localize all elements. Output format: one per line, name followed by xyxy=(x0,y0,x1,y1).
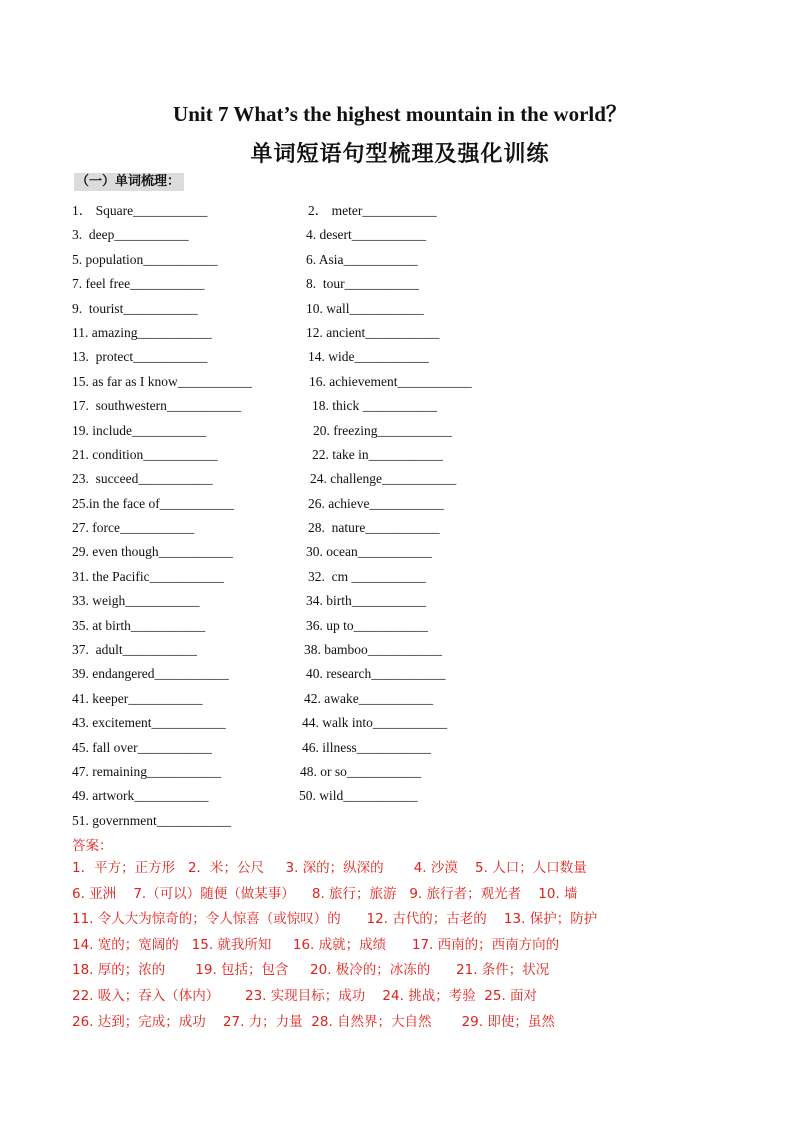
vocab-item: 7. feel free___________ xyxy=(72,276,205,292)
vocab-row xyxy=(0,638,800,662)
vocab-item: 11. amazing___________ xyxy=(72,324,212,340)
vocab-item: 24. challenge___________ xyxy=(310,471,457,487)
answer-line: 22. 吸入；吞入（体内） 23. 实现目标；成功 24. 挑战；考验 25. 面对 xyxy=(72,987,538,1004)
vocab-item: 21. condition___________ xyxy=(72,446,218,462)
vocab-item: 49. artwork___________ xyxy=(72,788,209,804)
vocab-item: 26. achieve___________ xyxy=(308,495,444,511)
vocab-row xyxy=(0,345,800,369)
answers-label: 答案： xyxy=(72,838,113,854)
vocab-item: 41. keeper___________ xyxy=(72,690,203,706)
vocab-item: 43. excitement___________ xyxy=(72,715,226,731)
vocab-row xyxy=(0,736,800,760)
vocab-row xyxy=(0,223,800,247)
vocab-item: 50. wild___________ xyxy=(299,788,418,804)
vocab-item: 19. include___________ xyxy=(72,422,207,438)
vocab-item: 34. birth___________ xyxy=(306,593,426,609)
vocab-row xyxy=(0,272,800,296)
vocab-row xyxy=(0,394,800,418)
vocab-row xyxy=(0,248,800,272)
vocab-row xyxy=(0,321,800,345)
vocab-item: 15. as far as I know___________ xyxy=(72,373,252,389)
answer-line: 26. 达到；完成；成功 27. 力；力量 28. 自然界；大自然 29. 即使；虽然 xyxy=(72,1013,555,1030)
vocab-row xyxy=(0,614,800,638)
vocab-item: 40. research___________ xyxy=(306,666,446,682)
vocab-row xyxy=(0,687,800,711)
vocab-item: 28. nature___________ xyxy=(308,520,440,536)
vocab-row xyxy=(0,760,800,784)
vocab-row xyxy=(0,565,800,589)
answer-line: 18. 厚的；浓的 19. 包括；包含 20. 极冷的；冰冻的 21. 条件；状况 xyxy=(72,962,550,979)
vocab-item: 12. ancient___________ xyxy=(306,324,440,340)
vocab-item: 31. the Pacific___________ xyxy=(72,568,224,584)
vocab-item: 3. deep___________ xyxy=(72,227,189,243)
vocab-row xyxy=(0,297,800,321)
document-title: Unit 7 What’s the highest mountain in the world？ xyxy=(173,102,627,126)
vocab-item: 46. illness___________ xyxy=(302,739,432,755)
vocab-item: 25.in the face of___________ xyxy=(72,495,234,511)
vocab-item: 10. wall___________ xyxy=(306,300,424,316)
vocab-item: 14. wide___________ xyxy=(308,349,429,365)
vocab-row xyxy=(0,589,800,613)
answer-line: 6. 亚洲 7.（可以）随便（做某事） 8. 旅行；旅游 9. 旅行者；观光者 10. 墙 xyxy=(72,885,578,902)
vocab-item: 44. walk into___________ xyxy=(302,715,448,731)
vocab-item: 20. freezing___________ xyxy=(313,422,452,438)
vocab-item: 37. adult___________ xyxy=(72,642,197,658)
vocab-item: 1． Square___________ xyxy=(72,203,208,218)
vocab-item: 8. tour___________ xyxy=(306,276,419,292)
vocab-item: 48. or so___________ xyxy=(300,763,422,779)
vocab-item: 18. thick ___________ xyxy=(312,398,437,414)
answer-line: 1．平方；正方形 2．米；公尺 3. 深的；纵深的 4. 沙漠 5. 人口；人口数量 xyxy=(72,860,587,876)
vocab-item: 32. cm ___________ xyxy=(308,568,426,584)
vocab-row xyxy=(0,711,800,735)
vocab-item: 9. tourist___________ xyxy=(72,300,198,316)
answers-list xyxy=(72,856,772,1035)
vocab-item: 47. remaining___________ xyxy=(72,763,222,779)
vocab-item: 23. succeed___________ xyxy=(72,471,213,487)
vocab-row xyxy=(0,809,800,833)
vocab-row xyxy=(0,443,800,467)
vocab-item: 33. weigh___________ xyxy=(72,593,200,609)
document-subtitle: 单词短语句型梳理及强化训练 xyxy=(250,142,550,167)
vocab-item: 5. population___________ xyxy=(72,251,218,267)
section-heading: （一）单词梳理： xyxy=(74,173,184,191)
vocab-row xyxy=(0,516,800,540)
vocab-item: 45. fall over___________ xyxy=(72,739,212,755)
vocab-row xyxy=(0,662,800,686)
vocab-item: 38. bamboo___________ xyxy=(304,642,442,658)
vocab-row xyxy=(0,492,800,516)
vocab-item: 35. at birth___________ xyxy=(72,617,206,633)
vocab-item: 30. ocean___________ xyxy=(306,544,432,560)
vocab-item: 39. endangered___________ xyxy=(72,666,229,682)
vocab-row xyxy=(0,467,800,491)
vocab-row xyxy=(0,540,800,564)
vocab-row xyxy=(0,199,800,223)
vocab-item: 6. Asia___________ xyxy=(306,251,418,267)
answer-line: 11. 令人大为惊奇的；令人惊喜（或惊叹）的 12. 古代的；古老的 13. 保护；防护 xyxy=(72,911,598,928)
vocab-item: 29. even though___________ xyxy=(72,544,233,560)
vocabulary-list xyxy=(0,199,800,833)
vocab-item: 36. up to___________ xyxy=(306,617,428,633)
vocab-item: 16. achievement___________ xyxy=(309,373,472,389)
vocab-item: 51. government___________ xyxy=(72,812,231,828)
vocab-item: 27. force___________ xyxy=(72,520,195,536)
vocab-item: 17. southwestern___________ xyxy=(72,398,242,414)
vocab-item: 2． meter___________ xyxy=(308,203,437,218)
vocab-row xyxy=(0,784,800,808)
vocab-row xyxy=(0,419,800,443)
vocab-item: 22. take in___________ xyxy=(312,446,443,462)
vocab-row xyxy=(0,370,800,394)
vocab-item: 13. protect___________ xyxy=(72,349,208,365)
answer-line: 14. 宽的；宽阔的 15. 就我所知 16. 成就；成绩 17. 西南的；西南方向的 xyxy=(72,936,560,953)
vocab-item: 42. awake___________ xyxy=(304,690,433,706)
vocab-item: 4. desert___________ xyxy=(306,227,426,243)
